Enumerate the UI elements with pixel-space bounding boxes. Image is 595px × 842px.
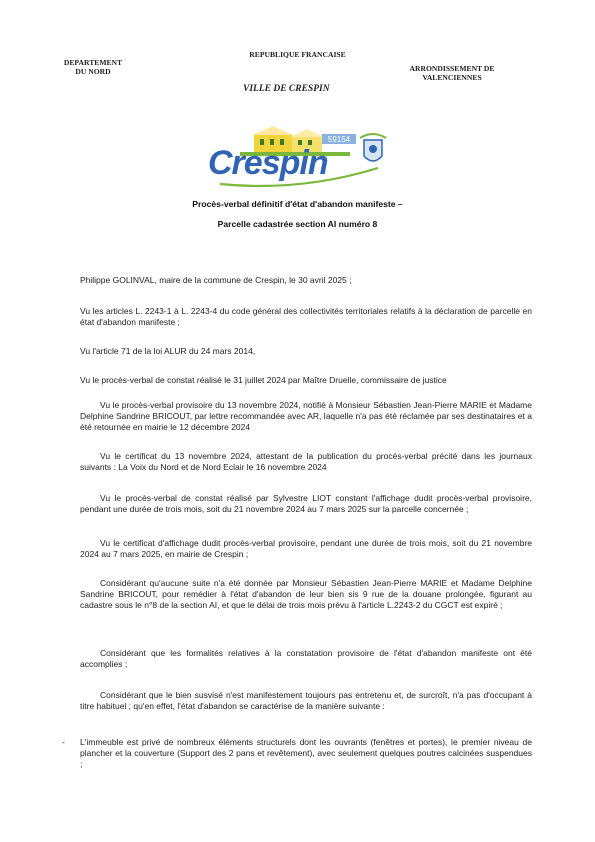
paragraph-considerant-formalites: Considérant que les formalités relatives à la constatation provisoire de l'état d'abandon manifeste ont été accomplies ; — [80, 648, 532, 670]
crespin-logo — [200, 126, 400, 190]
logo-postal-code: 59154 — [327, 135, 351, 144]
paragraph-constat: Vu le procès-verbal de constat réalisé le 31 juillet 2024 par Maître Druelle, commissaire de justice — [80, 375, 447, 385]
paragraph-pv-provisoire: Vu le procès-verbal provisoire du 13 novembre 2024, notifié à Monsieur Sébastien Jean-Pierre MARIE et Madame Delphine Sandrine BRICOUT, par lettre recommandée avec AR, laquelle n'a pas été réclamée par ses destinataires et a été retournée en mairie le 12 décembre 2024 — [80, 400, 532, 433]
logo-wordmark: Crespin — [208, 144, 328, 182]
paragraph-considerant-suite: Considérant qu'aucune suite n'a été donnée par Monsieur Sébastien Jean-Pierre MARIE et Madame Delphine Sandrine BRICOUT, pour remédier à l'état d'abandon de leur bien sis 9 rue de la douane prolongée, figurant au cadastre sous le n°8 de la section AI, et que le délai de trois mois prévu à l'article L.2243-2 du CGCT est expiré ; — [80, 578, 532, 611]
paragraph-considerant-bien: Considérant que le bien susvisé n'est manifestement toujours pas entretenu et, de surcroît, n'a pas d'occupant à titre habituel ; qu'en effet, l'état d'abandon se caractérise de la manière suivante : — [80, 690, 532, 712]
department-line2: DU NORD — [75, 67, 111, 76]
document-title-line2: Parcelle cadastrée section AI numéro 8 — [217, 219, 378, 229]
department-line1: DEPARTEMENT — [63, 58, 123, 67]
document-title-line1: Procès-verbal définitif d'état d'abandon manifeste – — [192, 199, 403, 209]
paragraph-mayor: Philippe GOLINVAL, maire de la commune de Crespin, le 30 avril 2025 ; — [80, 275, 352, 285]
paragraph-articles: Vu les articles L. 2243-1 à L. 2243-4 du code général des collectivités territoriales relatifs à la déclaration de parcelle en état d'abandon manifeste ; — [80, 306, 532, 328]
bullet-marker: - — [62, 737, 65, 747]
paragraph-constat-affichage: Vu le procès-verbal de constat réalisé par Sylvestre LIOT constant l'affichage dudit procès-verbal provisoire, pendant une durée de trois mois, soit du 21 novembre 2024 au 7 mars 2025 sur la parcelle concernée ; — [80, 493, 532, 515]
header-left — [48, 58, 138, 76]
header-center: REPUBLIQUE FRANCAISE — [249, 50, 346, 59]
paragraph-loi-alur: Vu l'article 71 de la loi ALUR du 24 mars 2014, — [80, 346, 256, 356]
coat-of-arms-icon — [360, 134, 386, 161]
paragraph-certificat-publication: Vu le certificat du 13 novembre 2024, attestant de la publication du procès-verbal précité dans les journaux suivants : La Voix du Nord et de Nord Eclair le 16 novembre 2024 — [80, 451, 532, 473]
paragraph-certificat-affichage: Vu le certificat d'affichage dudit procès-verbal provisoire, pendant une durée de trois mois, soit du 21 novembre 2024 au 7 mars 2025, en mairie de Crespin ; — [80, 538, 532, 560]
header-right — [378, 64, 526, 82]
arrondissement-line2: VALENCIENNES — [422, 73, 482, 82]
ville-title: VILLE DE CRESPIN — [243, 84, 330, 94]
bullet-item-immeuble: L'immeuble est privé de nombreux éléments structurels dont les ouvrants (fenêtres et portes), le premier niveau de plancher et la couverture (Support des 2 pans et revêtement), avec seulement quelques poutres calcinées suspendues ; — [80, 737, 532, 770]
arrondissement-line1: ARRONDISSEMENT DE — [409, 64, 495, 73]
